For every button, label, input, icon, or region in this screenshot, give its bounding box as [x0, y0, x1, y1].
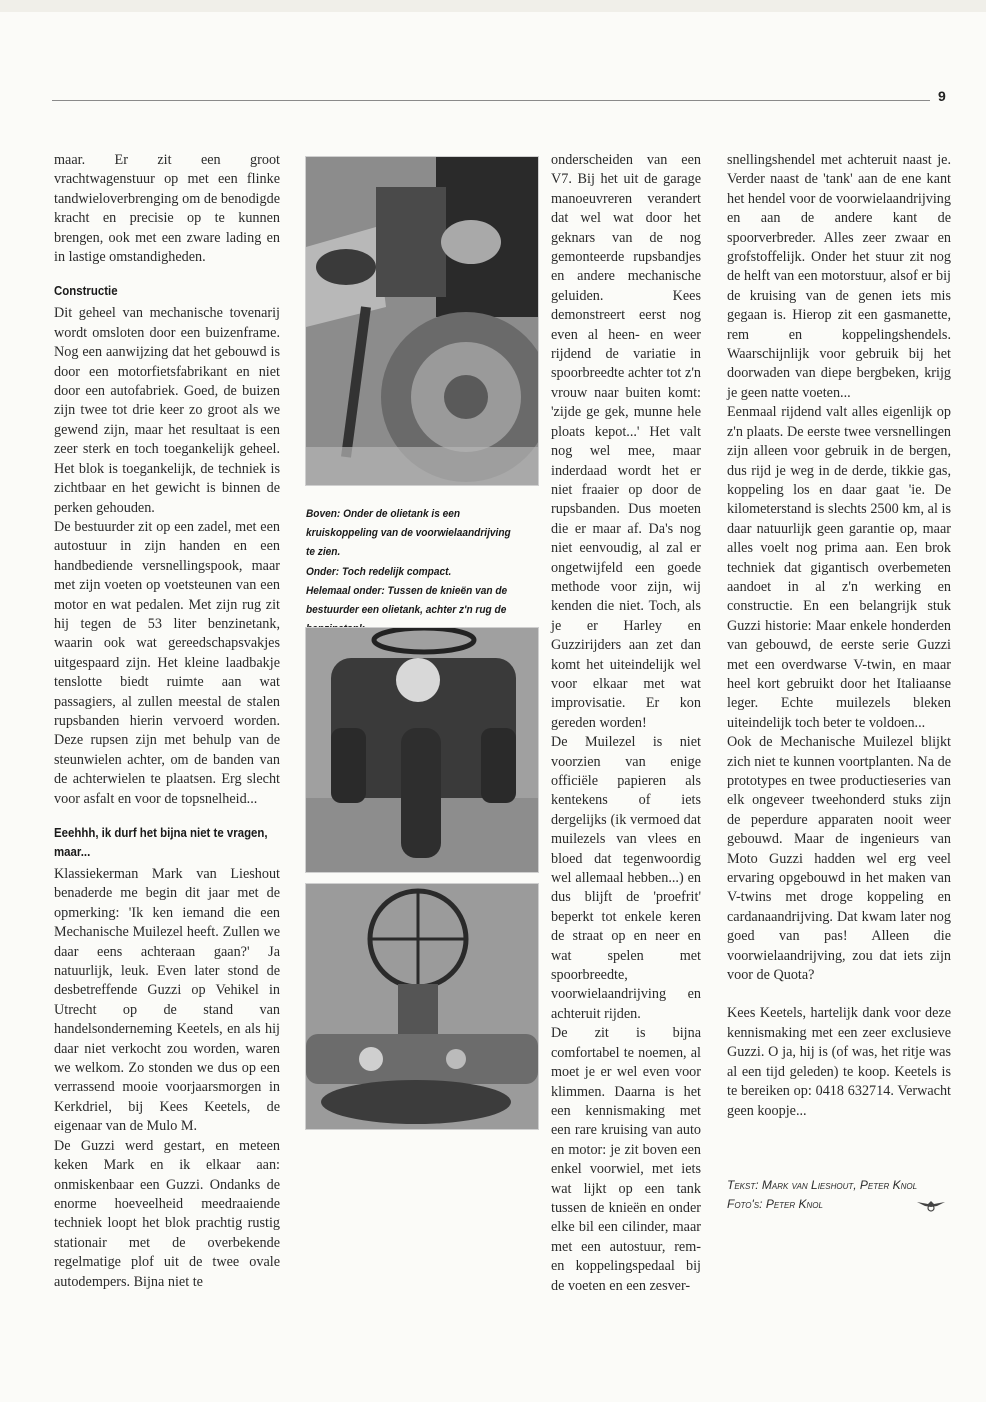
paragraph: onderscheiden van een V7. Bij het uit de garage manoeuvreren verandert dat wel wat door het geknars van de nog gemonteerde rupsbandjes en andere mechanische geluiden. Kees demonstreert eerst nog even al heen- en weer rijdend de variatie in spoorbreedte achter tot z'n vrouw naar buiten komt: 'zijde ge gek, munne hele ploats kepot...' Het valt nog wel mee, maar inderdaad wordt het er niet fraaier op door de rupsbanden. Dus moeten die er maar af. Da's nog niet eenvoudig, al zal er ongetwijfeld een goede methode voor zijn, wij kenden die niet. Toch, als je er Harley en Guzzirijders aan zet dan komt het uiteindelijk wel voor elkaar met wat improvisatie. Er kon gereden worden!	[551, 152, 701, 731]
caption-middle: Onder: Toch redelijk compact.	[306, 565, 452, 578]
paragraph: De Muilezel is niet voorzien van enige officiële papieren als kentekens of iets dergelijks (ik vermoed dat muilezels van vlees en bloed dat tegenwoordig wel allemaal hebben...) en dus blijft de 'proefrit' beperkt tot enkele keren de straat op en neer en wat spelen met spoorbreedte, voorwielaandrijving en achteruit rijden.	[551, 734, 701, 1022]
photo-front-view	[305, 627, 539, 873]
moto-guzzi-eagle-icon	[917, 1198, 945, 1212]
paragraph-gap	[727, 985, 951, 1004]
paragraph: snellingshendel met achteruit naast je. Verder naast de 'tank' aan de ene kant het hendel voor de voorwielaandrijving en aan de andere kant de spoorverbreder. Alles zeer zwaar en grofstoffelijk. Onder het stuur zit nog de helft van een motorstuur, alsof er bij de kruising van de genen iets mis gegaan is. Hierop zit een gasmanette, rem en koppelingshendels. Waarschijnlijk voor gebruik bij het doorwaden van diepe bergbeken, krijg je geen natte voeten...	[727, 152, 951, 401]
page-top-edge	[0, 0, 986, 12]
section-heading-constructie: Constructie	[54, 283, 118, 299]
text-credit: Tekst: Mark van Lieshout, Peter Knol	[727, 1178, 918, 1192]
page-number: 9	[938, 88, 946, 104]
photo-top-view	[305, 883, 539, 1130]
column-4	[727, 151, 951, 1121]
caption-bottom: Helemaal onder: Tussen de knieën van de bestuurder een olietank, achter z'n rug de	[306, 584, 508, 617]
paragraph: maar. Er zit een groot vrachtwagenstuur op met een flinke tandwieloverbrenging om de benodigde kracht en precisie op te kunnen brengen, ook met een zware lading en in lastige omstandigheden.	[54, 152, 280, 266]
paragraph: Kees Keetels, hartelijk dank voor deze kennismaking met een zeer exclusieve Guzzi. O ja, hij is (of was, het ritje was al een tijd geleden) te koop. Keetels is te bereiken op: 0418 632714. Verwacht geen koopje...	[727, 1005, 951, 1119]
paragraph: Ook de Mechanische Muilezel blijkt zich niet te kunnen voortplanten. Na de prototypes en twee productieseries van elk ongeveer tweehonderd stuks zijn de peperdure apparaten nooit weer gebouwd. Maar de ingenieurs van Moto Guzzi hadden wel erg veel ervaring opgebouwd in het maken van V-twins met droge koppeling en cardanaandrijving. Dat kwam later nog goed van pas! Alleen die voorwielaandrijving, zou dat iets zijn voor de Quota?	[727, 734, 951, 984]
paragraph: De zit is bijna comfortabel te noemen, al moet je er wel even voor klimmen. Daarna is het een kennismaking met een rare kruising van auto en motor: je zit boven een enkel voorwiel, met iets wat lijkt op een tank tussen de knieën en onder elke bil een cilinder, maar met een autostuur, rem- en koppelingspedaal bij de voeten en een zesver-	[551, 1025, 701, 1294]
header-rule	[52, 100, 930, 101]
column-3	[551, 151, 701, 1296]
photo-front-view-graphic	[306, 628, 538, 872]
photo-front-wheel	[305, 156, 539, 486]
paragraph: De Guzzi werd gestart, en meteen keken Mark en ik elkaar aan: onmiskenbaar een Guzzi. Ondanks de enorme hoeveelheid meedraaiende techniek loopt het blok prachtig rustig stationair met de overbekende regelmatige plof uit de twee ovale autodempers. Bijna niet te	[54, 1137, 280, 1290]
column-1	[54, 151, 280, 1292]
caption-top: Boven: Onder de olietank is een kruiskoppeling van de voorwielaandrijving te zien.	[306, 508, 511, 559]
paragraph: Dit geheel van mechanische tovenarij wordt omsloten door een buizenframe. Nog een aanwijzing dat het gebouwd is door een motorfietsfabrikant en niet door een autofabriek. Goed, de buizen zijn twee tot drie keer zo groot als we gewend zijn, maar het resultaat is een zeer sterk en toch toegankelijk geheel. Het blok is toegankelijk, de techniek is zichtbaar en het gewicht is binnen de perken gehouden.	[54, 305, 280, 516]
photo-front-wheel-graphic	[306, 157, 538, 485]
photo-credit: Foto's: Peter Knol	[727, 1197, 823, 1211]
paragraph: Eenmaal rijdend valt alles eigenlijk op z'n plaats. De eerste twee versnellingen zijn alleen voor gebruik in de bergen, dus rijd je weg in de derde, tikkie gas, koppeling los en daar gaat 'ie. De kilometerstand is slechts 2500 km, al is daar natuurlijk geen garantie op, maar alles voelt nog prima aan. Een brok techniek dat gigantisch overbemeten aandoet in al z'n werking en constructie. En een belangrijk stuk Guzzi historie: Maar enkele honderden van gebouwd, de eerste serie Guzzi met een overdwarse V-twin, en maar heel kort gebruikt door het Italiaanse leger. Echte muilezels bleken uiteindelijk toch beter te voldoen...	[727, 404, 951, 731]
paragraph: Klassiekerman Mark van Lieshout benaderde me begin dit jaar met de opmerking: 'Ik ken iemand die een Mechanische Muilezel heeft. Zullen we daar eens achteraan gaan?' Ja natuurlijk, leuk. Even later stond de desbetreffende Guzzi op Vehikel in Utrecht op de stand van handelsonderneming Keetels, en als hij daar niet verkocht zou worden, waren we welkom. Zo stonden we dus op een verrassend mooie voorjaarsmorgen in Kerkdriel, bij Kees Keetels, de eigenaar van de Mulo M.	[54, 866, 280, 1135]
section-heading-eeehhh: Eeehhh, ik durf het bijna niet te vragen, maar...	[54, 825, 268, 859]
photo-caption	[306, 505, 519, 639]
paragraph: De bestuurder zit op een zadel, met een autostuur in zijn handen en een handbediende versnellingspook, maar met zijn voeten op voetsteunen van een motor en wat pedalen. Met zijn rug zit hij tegen de 53 liter benzinetank, waarin ook wat gereedschapsvakjes uitgespaard zijn. Het kleine laadbakje tenslotte biedt ruimte aan wat passagiers, al zullen meestal de stalen rupsbanden hierin vervoerd worden. Deze rupsen zijn met behulp van de steunwielen achter, om de banden van de achterwielen te plaatsen. Erg slecht voor asfalt en voor de topsnelheid...	[54, 518, 280, 807]
photo-top-view-graphic	[306, 884, 538, 1129]
